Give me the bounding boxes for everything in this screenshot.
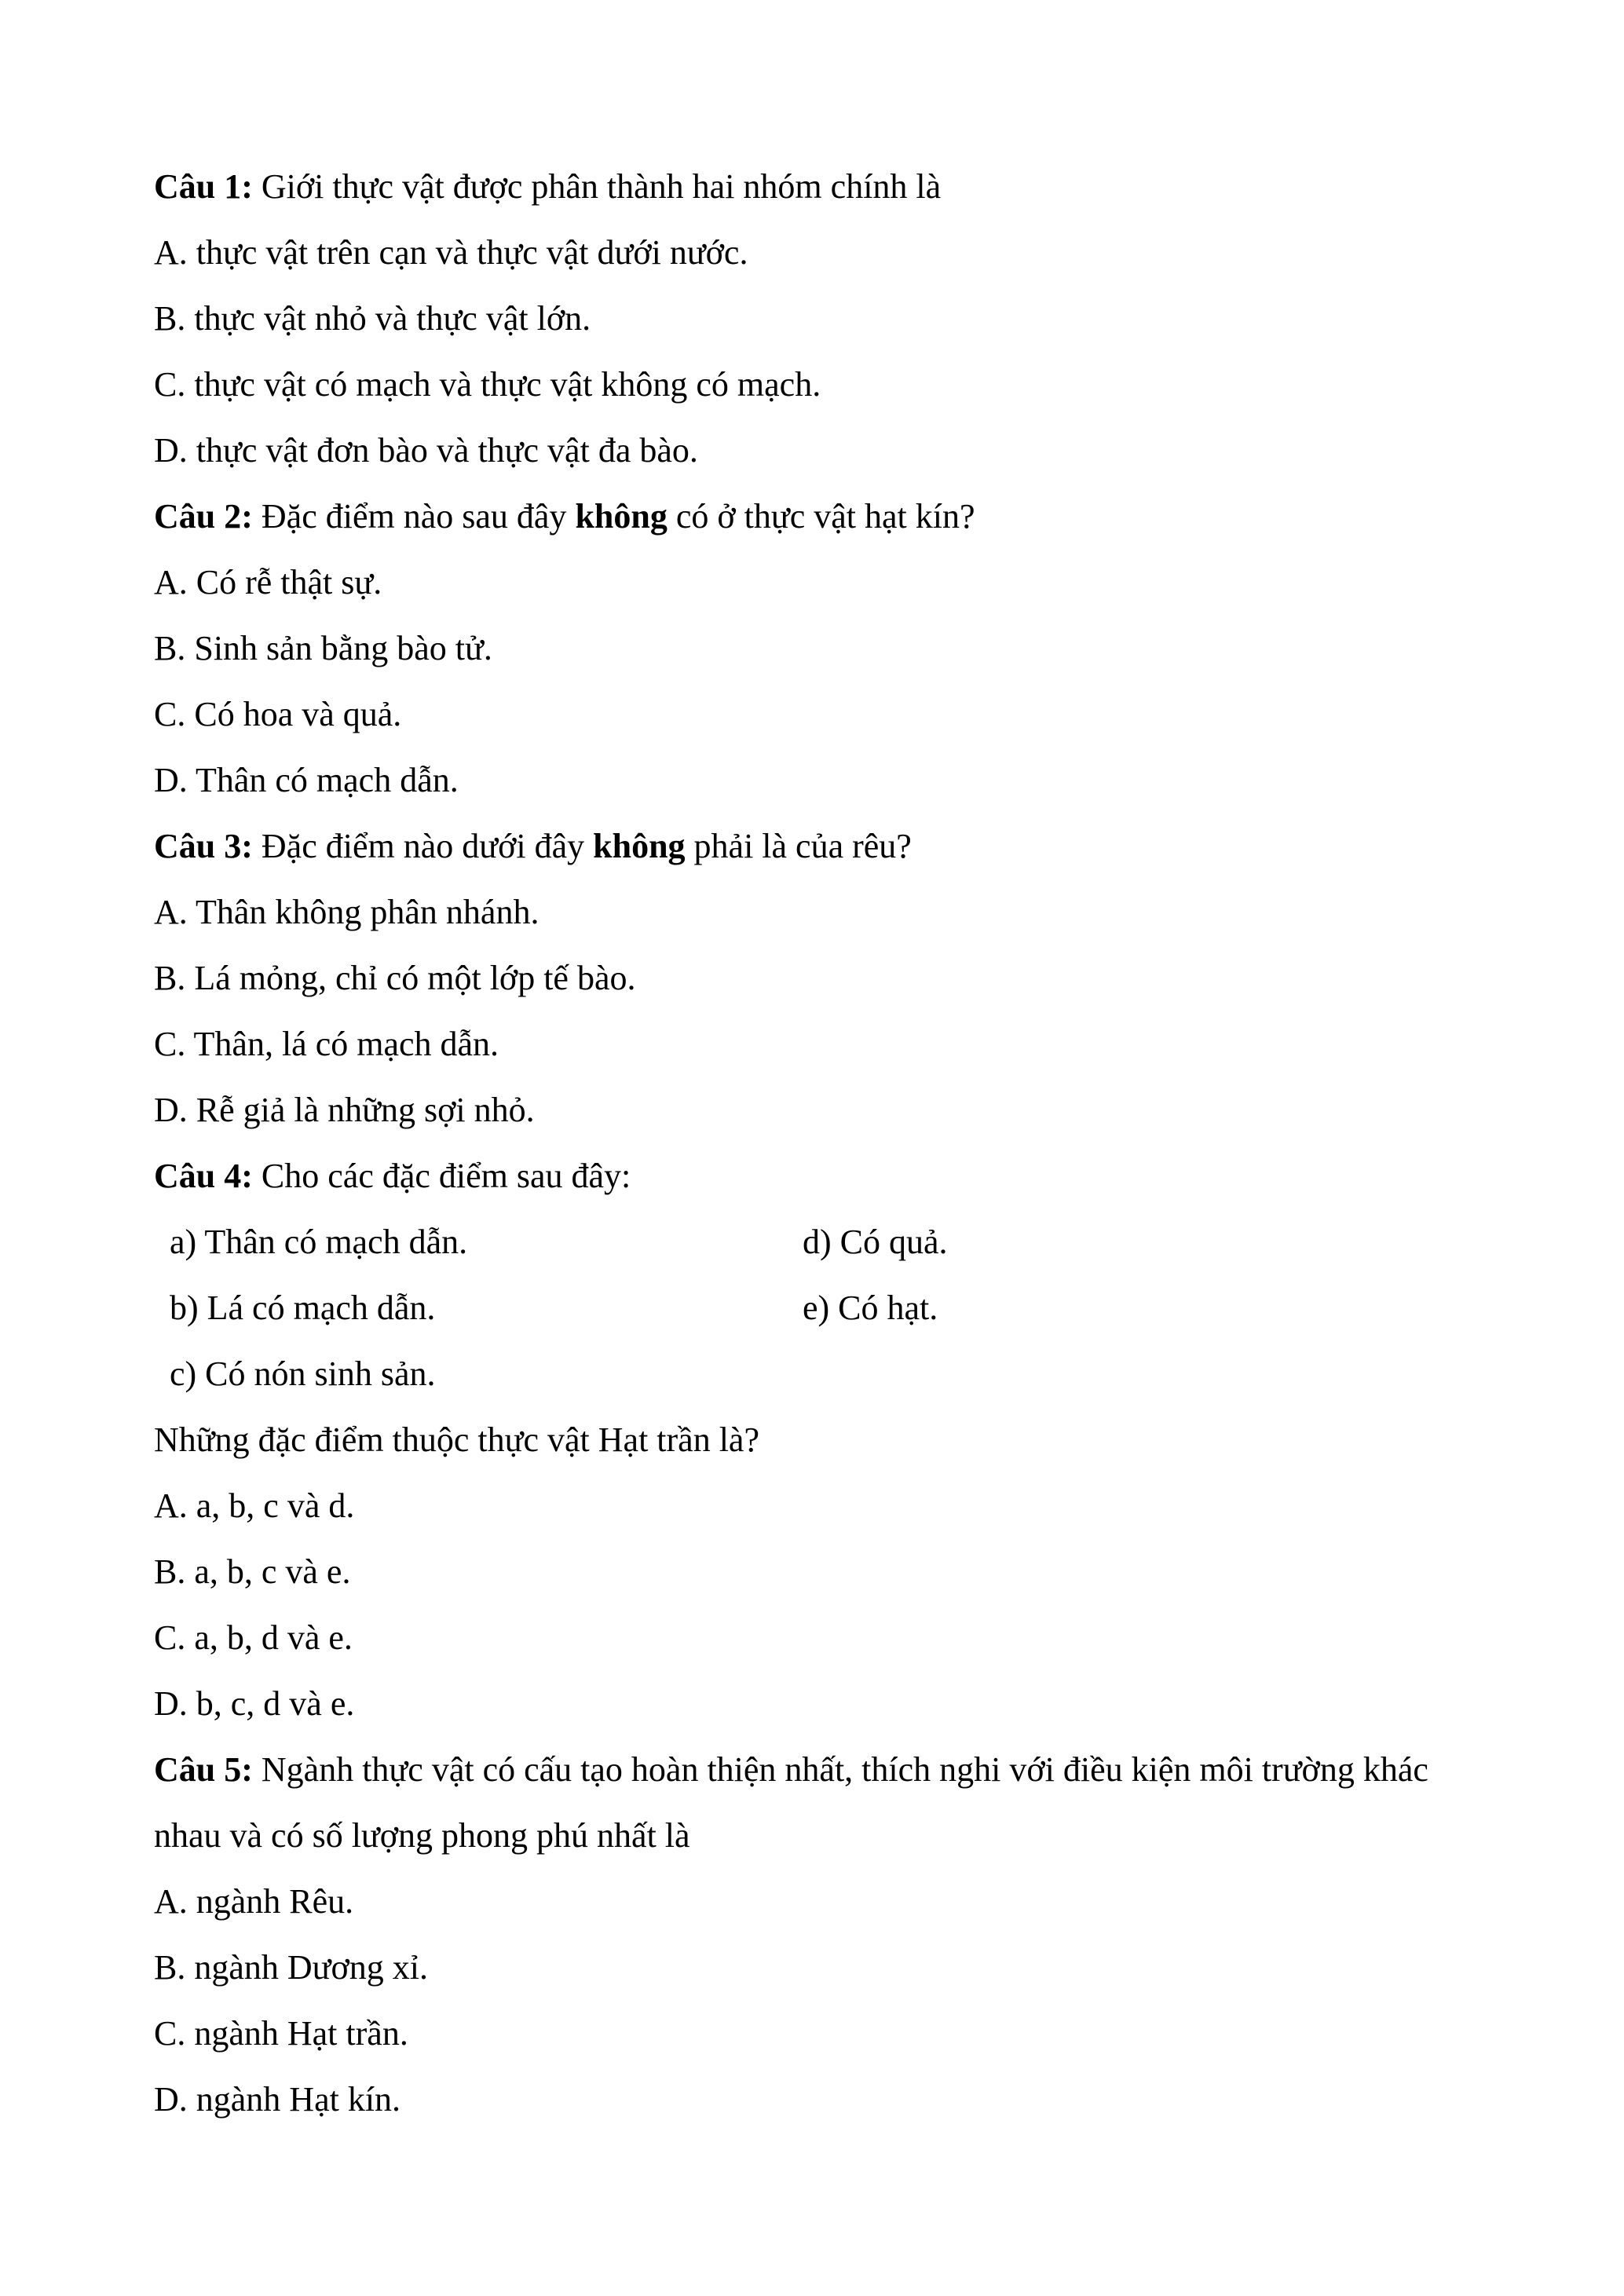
question-1-label: Câu 1: — [154, 167, 253, 206]
question-5-option-d: D. ngành Hạt kín. — [154, 2080, 401, 2119]
question-5-stem — [154, 1737, 1489, 1869]
question-3-text-emphasis: không — [593, 827, 686, 865]
question-1-option-d: D. thực vật đơn bào và thực vật đa bào. — [154, 431, 698, 470]
question-2-stem — [154, 484, 1489, 550]
feature-row-2 — [154, 1275, 1489, 1341]
question-3-label: Câu 3: — [154, 827, 253, 865]
question-1-text: Giới thực vật được phân thành hai nhóm chính là — [252, 167, 942, 206]
question-4-label: Câu 4: — [154, 1157, 253, 1195]
feature-c: c) Có nón sinh sản. — [170, 1355, 436, 1393]
question-4-option-d: D. b, c, d và e. — [154, 1684, 355, 1723]
question-3-text-pre: Đặc điểm nào dưới đây — [252, 827, 594, 865]
question-2-option-b: B. Sinh sản bằng bào tử. — [154, 629, 492, 667]
feature-e: e) Có hạt. — [803, 1289, 938, 1327]
feature-b: b) Lá có mạch dẫn. — [170, 1289, 436, 1327]
question-1-option-c: C. thực vật có mạch và thực vật không có mạch. — [154, 365, 821, 404]
question-3-option-d: D. Rễ giả là những sợi nhỏ. — [154, 1091, 535, 1129]
question-1-stem — [154, 154, 1489, 220]
question-3-option-a: A. Thân không phân nhánh. — [154, 893, 540, 931]
question-1-option-a: A. thực vật trên cạn và thực vật dưới nước. — [154, 233, 748, 272]
question-2-option-a: A. Có rễ thật sự. — [154, 563, 382, 601]
question-4-stem — [154, 1143, 1489, 1209]
question-4-option-c: C. a, b, d và e. — [154, 1618, 353, 1657]
question-4-text: Cho các đặc điểm sau đây: — [252, 1157, 631, 1195]
question-4-prompt: Những đặc điểm thuộc thực vật Hạt trần là? — [154, 1420, 759, 1459]
question-2-option-c: C. Có hoa và quả. — [154, 695, 402, 733]
question-5-option-c: C. ngành Hạt trần. — [154, 2014, 408, 2053]
question-5-text: Ngành thực vật có cấu tạo hoàn thiện nhất, thích nghi với điều kiện môi trường khác nhau và có số lượng phong phú nhất là — [154, 1750, 1428, 1855]
question-2-text-post: có ở thực vật hạt kín? — [667, 497, 975, 536]
question-3-option-b: B. Lá mỏng, chỉ có một lớp tế bào. — [154, 959, 636, 997]
question-2-label: Câu 2: — [154, 497, 253, 536]
document-page — [154, 154, 1489, 2133]
question-2-option-d: D. Thân có mạch dẫn. — [154, 761, 459, 799]
question-5-option-b: B. ngành Dương xỉ. — [154, 1948, 428, 1987]
question-4-option-b: B. a, b, c và e. — [154, 1552, 351, 1591]
question-3-stem — [154, 813, 1489, 879]
question-4-option-a: A. a, b, c và d. — [154, 1486, 355, 1525]
question-3-text-post: phải là của rêu? — [685, 827, 912, 865]
question-2-text-pre: Đặc điểm nào sau đây — [252, 497, 576, 536]
question-1-option-b: B. thực vật nhỏ và thực vật lớn. — [154, 299, 591, 338]
feature-row-1 — [154, 1209, 1489, 1275]
feature-row-3 — [154, 1341, 1489, 1407]
question-3-option-c: C. Thân, lá có mạch dẫn. — [154, 1025, 499, 1063]
feature-a: a) Thân có mạch dẫn. — [170, 1223, 468, 1261]
question-5-label: Câu 5: — [154, 1750, 253, 1789]
question-2-text-emphasis: không — [575, 497, 668, 536]
feature-d: d) Có quả. — [803, 1223, 948, 1261]
question-5-option-a: A. ngành Rêu. — [154, 1882, 354, 1921]
